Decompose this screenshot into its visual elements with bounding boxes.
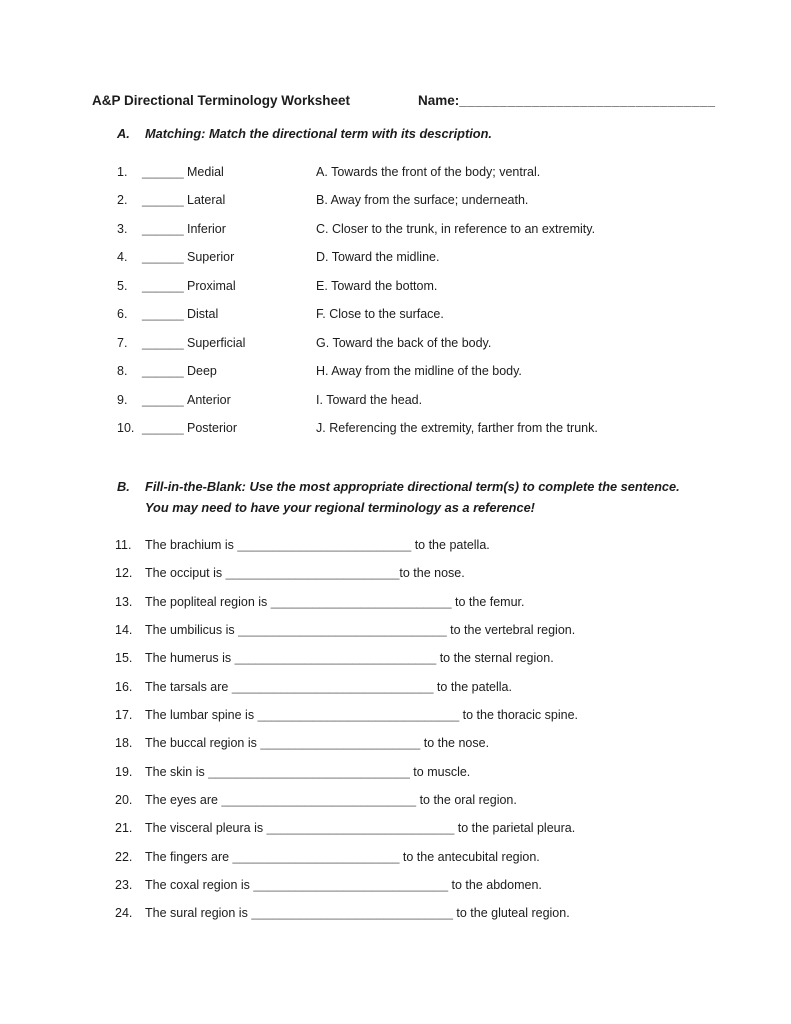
term-label: Medial [187,165,224,179]
matching-row [117,306,598,334]
sentence [145,650,578,678]
matching-row [117,392,598,420]
fill-row [115,594,578,622]
section-a-label: A. [117,126,130,141]
sentence-after: to the parietal pleura. [454,821,576,836]
sentence-after: to the gluteal region. [452,906,570,921]
matching-row [117,221,598,249]
sentence [145,565,578,593]
description-letter: E. [316,278,328,293]
item-number: 21. [115,821,133,836]
fill-row [115,849,578,877]
sentence [145,877,578,905]
section-b-label: B. [117,479,130,494]
item-number: 8. [117,364,128,379]
description-letter: I. [316,392,323,407]
answer-blank: ______ [142,364,184,379]
fill-row [115,679,578,707]
answer-blank: ____________________________ [253,878,449,893]
description [316,249,598,277]
answer-blank: ______ [142,307,184,322]
sentence-after: to the patella. [411,538,490,552]
fill-row [115,537,578,565]
description [316,392,598,420]
sentence [145,622,578,650]
sentence-before: The eyes are [145,793,222,808]
matching-row [117,363,598,391]
fill-row [115,764,578,792]
answer-blank: ______ [142,250,184,265]
sentence-after: to the patella. [433,679,512,694]
description-letter: A. [316,165,328,179]
answer-blank: ______ [142,165,184,179]
answer-blank: _________________________ [225,566,400,581]
description-text: Toward the head. [326,392,423,407]
item-number: 14. [115,623,133,638]
term-label: Inferior [187,221,226,236]
sentence [145,849,578,877]
answer-blank: _________________________ [237,538,412,552]
term-label: Anterior [187,392,231,407]
answer-blank: ______ [142,278,184,293]
sentence-before: The visceral pleura is [145,821,267,836]
answer-blank: _______________________ [260,736,421,751]
sentence-before: The lumbar spine is [145,708,258,723]
section-a-instructions: Matching: Match the directional term with its description. [145,126,492,141]
description [316,335,598,363]
answer-blank: ______ [142,420,184,435]
section-b-instructions: Fill-in-the-Blank: Use the most appropriate directional term(s) to complete the sentence. You may need to have your regional terminology as a reference! [145,479,680,515]
term-label: Superior [187,250,235,265]
fill-row [115,622,578,650]
sentence [145,679,578,707]
item-number: 9. [117,392,128,407]
term-label: Distal [187,307,219,322]
fill-row [115,820,578,848]
item-number: 20. [115,793,133,808]
sentence-before: The skin is [145,764,209,779]
fill-row [115,565,578,593]
item-number: 4. [117,250,128,265]
term-label: Deep [187,364,217,379]
answer-blank: _____________________________ [208,764,410,779]
description-letter: G. [316,335,330,350]
fill-row [115,905,578,933]
sentence-before: The tarsals are [145,679,232,694]
fill-row [115,707,578,735]
item-number: 24. [115,906,133,921]
sentence [145,594,578,622]
matching-row [117,420,598,448]
item-number: 19. [115,764,133,779]
description [316,192,598,220]
sentence-after: to the nose. [420,736,490,751]
answer-blank: _____________________________ [231,679,434,694]
sentence [145,707,578,735]
term-label: Lateral [187,193,226,208]
matching-row [117,278,598,306]
sentence [145,820,578,848]
item-number: 16. [115,679,133,694]
description-text: Close to the surface. [329,307,444,322]
sentence [145,792,578,820]
term-label: Proximal [187,278,236,293]
item-number: 10. [117,420,135,435]
sentence-before: The sural region is [145,906,252,921]
sentence-after: to the nose. [399,566,465,581]
item-number: 18. [115,736,133,751]
description-letter: C. [316,221,329,236]
item-number: 15. [115,651,133,666]
answer-blank: ______ [142,335,184,350]
description [316,221,598,249]
description-text: Towards the front of the body; ventral. [331,165,541,179]
description-text: Referencing the extremity, farther from the trunk. [329,420,598,435]
sentence [145,537,578,565]
item-number: 1. [117,165,128,179]
item-number: 2. [117,193,128,208]
answer-blank: ___________________________ [266,821,455,836]
answer-blank: _____________________________ [257,708,460,723]
sentence-before: The humerus is [145,651,235,666]
item-number: 6. [117,307,128,322]
sentence-before: The coxal region is [145,878,254,893]
section-a-heading [117,123,492,144]
description-text: Closer to the trunk, in reference to an extremity. [331,221,596,236]
description-text: Away from the surface; underneath. [330,193,529,208]
description [316,420,598,448]
item-number: 11. [115,538,132,552]
answer-blank: ____________________________ [221,793,417,808]
fill-row [115,735,578,763]
item-number: 17. [115,708,133,723]
description-text: Toward the midline. [331,250,440,265]
description-text: Toward the back of the body. [332,335,492,350]
sentence-after: to the antecubital region. [399,849,540,864]
section-b-heading [117,476,685,518]
name-label: Name: [418,93,460,108]
sentence-before: The occiput is [145,566,226,581]
answer-blank: __________________________ [270,594,452,609]
description-text: Away from the midline of the body. [331,364,522,379]
sentence-after: to the oral region. [416,793,517,808]
sentence-before: The fingers are [145,849,233,864]
fill-row [115,792,578,820]
description-letter: B. [316,193,328,208]
sentence-before: The brachium is [145,538,238,552]
description [316,363,598,391]
answer-blank: ______ [142,193,184,208]
sentence-before: The umbilicus is [145,623,239,638]
description [316,306,598,334]
name-blank-line: ________________________________ [459,93,716,108]
sentence-after: to the sternal region. [436,651,554,666]
description-letter: H. [316,364,329,379]
sentence-after: to muscle. [409,764,471,779]
sentence-after: to the femur. [451,594,525,609]
description-letter: J. [316,420,326,435]
item-number: 12. [115,566,133,581]
answer-blank: _____________________________ [251,906,453,921]
item-number: 3. [117,221,128,236]
description-letter: D. [316,250,329,265]
matching-row [117,164,598,192]
answer-blank: ______________________________ [238,623,447,638]
matching-list [117,164,598,448]
item-number: 7. [117,335,128,350]
name-field [418,92,716,109]
description [316,164,598,192]
sentence-after: to the abdomen. [448,878,542,893]
sentence-before: The buccal region is [145,736,261,751]
sentence-after: to the thoracic spine. [459,708,578,723]
item-number: 13. [115,594,133,609]
item-number: 23. [115,878,133,893]
fill-row [115,650,578,678]
description-text: Toward the bottom. [331,278,438,293]
fill-in-blank-list [115,537,578,934]
answer-blank: ______ [142,392,184,407]
sentence-after: to the vertebral region. [446,623,576,638]
sentence-before: The popliteal region is [145,594,271,609]
term-label: Posterior [187,420,238,435]
matching-row [117,335,598,363]
item-number: 22. [115,849,133,864]
sentence [145,735,578,763]
answer-blank: ________________________ [232,849,400,864]
term-label: Superficial [187,335,246,350]
matching-row [117,192,598,220]
sentence [145,905,578,933]
answer-blank: ______ [142,221,184,236]
matching-row [117,249,598,277]
description-letter: F. [316,307,326,322]
description [316,278,598,306]
page-title: A&P Directional Terminology Worksheet [92,93,351,108]
answer-blank: _____________________________ [234,651,437,666]
item-number: 5. [117,278,128,293]
sentence [145,764,578,792]
fill-row [115,877,578,905]
